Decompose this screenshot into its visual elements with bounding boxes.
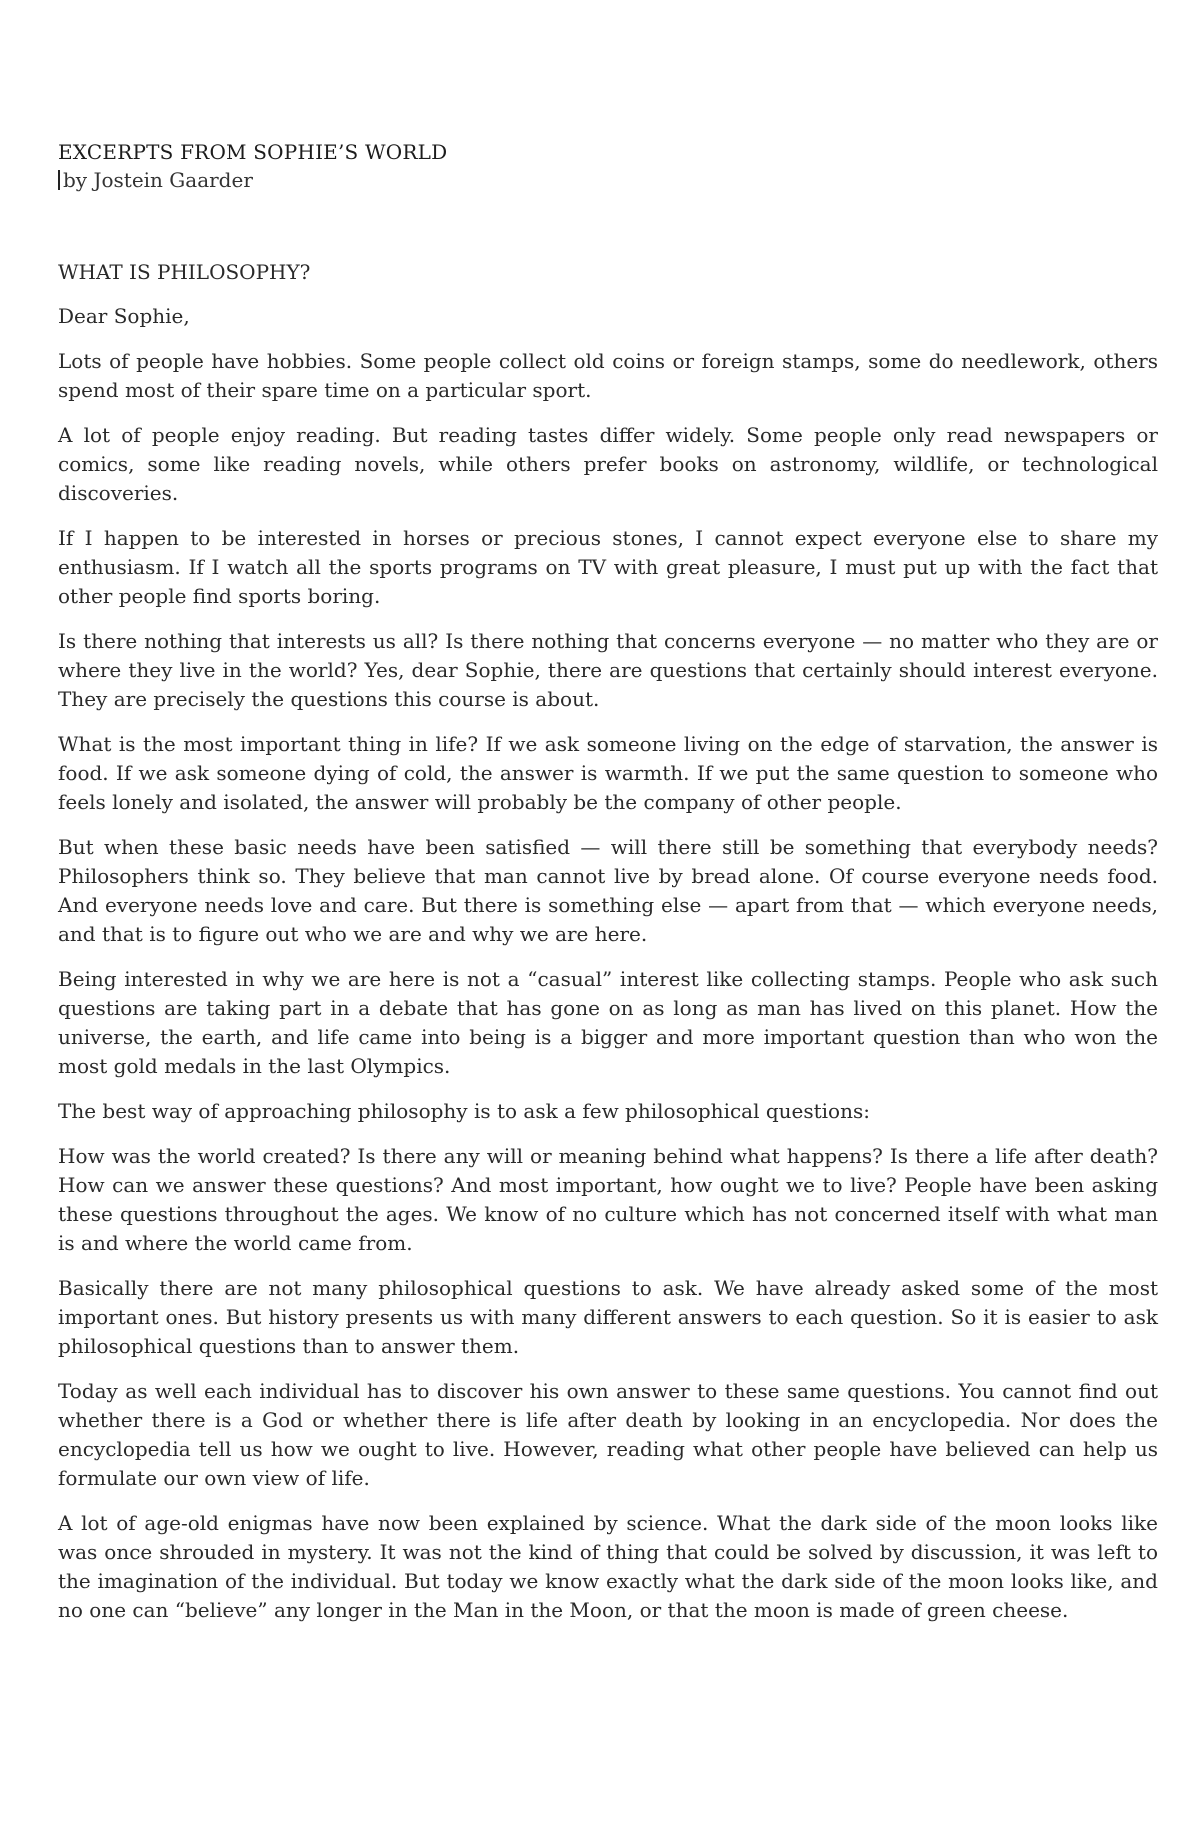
paragraph-10: Basically there are not many philosophical questions to ask. We have already asked some of the most important ones. But history presents us with many different answers to each question. So it is easier to ask philosophical questions than to answer them. — [58, 1276, 1158, 1358]
salutation: Dear Sophie, — [58, 304, 190, 328]
paragraph-6: But when these basic needs have been satisfied — will there still be something that everybody needs? Philosophers think so. They believe that man cannot live by bread alone. Of course everyone needs food. And everyone needs love and care. But there is something else — apart from that — which everyone needs, and that is to figure out who we are and why we are here. — [58, 835, 1158, 946]
paragraph-8: The best way of approaching philosophy is to ask a few philosophical questions: — [58, 1099, 870, 1123]
paragraph-1: Lots of people have hobbies. Some people collect old coins or foreign stamps, some do needlework, others spend most of their spare time on a particular sport. — [58, 349, 1158, 402]
paragraph-7: Being interested in why we are here is not a “casual” interest like collecting stamps. People who ask such questions are taking part in a debate that has gone on as long as man has lived on this planet. How the universe, the earth, and life came into being is a bigger and more important question than who won the most gold medals in the last Olympics. — [58, 967, 1158, 1078]
paragraph-5: What is the most important thing in life? If we ask someone living on the edge of starvation, the answer is food. If we ask someone dying of cold, the answer is warmth. If we put the same question to someone who feels lonely and isolated, the answer will probably be the company of other people. — [58, 732, 1158, 814]
paragraph-3: If I happen to be interested in horses or precious stones, I cannot expect everyone else to share my enthusiasm. If I watch all the sports programs on TV with great pleasure, I must put up with the fact that other people find sports boring. — [58, 526, 1158, 608]
paragraph-4: Is there nothing that interests us all? Is there nothing that concerns everyone — no matter who they are or where they live in the world? Yes, dear Sophie, there are questions that certainly should interest everyone. They are precisely the questions this course is about. — [58, 629, 1158, 711]
section-heading: WHAT IS PHILOSOPHY? — [58, 260, 311, 284]
paragraph-11: Today as well each individual has to discover his own answer to these same questions. You cannot find out whether there is a God or whether there is life after death by looking in an encyclopedia. Nor does the encyclopedia tell us how we ought to live. However, reading what other people have believed can help us formulate our own view of life. — [58, 1379, 1158, 1490]
paragraph-12: A lot of age-old enigmas have now been explained by science. What the dark side of the moon looks like was once shrouded in mystery. It was not the kind of thing that could be solved by discussion, it was left to the imagination of the individual. But today we know exactly what the dark side of the moon looks like, and no one can “believe” any longer in the Man in the Moon, or that the moon is made of green cheese. — [58, 1511, 1158, 1622]
paragraph-2: A lot of people enjoy reading. But reading tastes differ widely. Some people only read newspapers or comics, some like reading novels, while others prefer books on astronomy, wildlife, or technological discoveries. — [58, 423, 1158, 505]
byline-text: by Jostein Gaarder — [63, 168, 253, 192]
document-title: EXCERPTS FROM SOPHIE’S WORLD — [58, 140, 448, 164]
text-cursor-bar — [58, 170, 60, 190]
document-page — [58, 138, 1158, 1625]
paragraph-9: How was the world created? Is there any will or meaning behind what happens? Is there a life after death? How can we answer these questions? And most important, how ought we to live? People have been asking these questions throughout the ages. We know of no culture which has not concerned itself with what man is and where the world came from. — [58, 1144, 1158, 1255]
byline — [58, 166, 1158, 194]
